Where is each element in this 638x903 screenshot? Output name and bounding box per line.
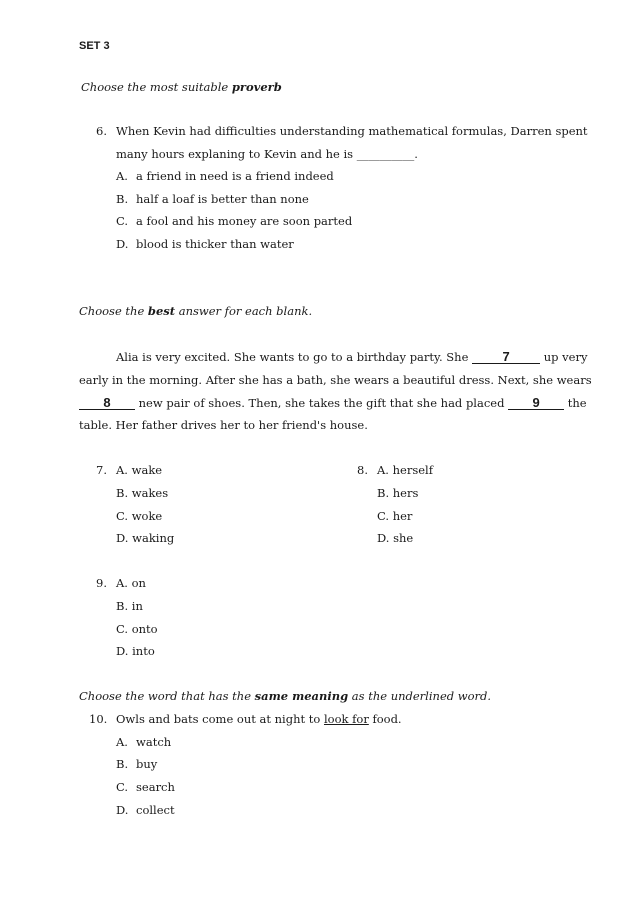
q6-option-a[interactable]: A. a friend in need is a friend indeed [116, 169, 334, 183]
q6-stem-line1: When Kevin had difficulties understanding mathematical formulas, Darren spent [116, 124, 588, 138]
q8-option-a[interactable]: A. herself [377, 463, 433, 477]
underlined-word: look for [323, 712, 369, 726]
q10-option-d[interactable]: D. collect [116, 803, 175, 817]
q7-option-d[interactable]: D. waking [116, 531, 175, 545]
passage-line3: 8 new pair of shoes. Then, she takes the gift that she had placed 9 the [79, 396, 587, 410]
q8-number: 8. [357, 463, 368, 477]
blank-8: 8 [79, 397, 135, 410]
q7-option-a[interactable]: A. wake [116, 463, 163, 477]
q9-option-a[interactable]: A. on [116, 576, 146, 590]
section1-instruction: Choose the most suitable proverb [81, 80, 282, 94]
q10-option-b[interactable]: B. buy [116, 757, 158, 771]
q9-number: 9. [96, 576, 107, 590]
q7-number: 7. [96, 463, 107, 477]
q7-option-c[interactable]: C. woke [116, 509, 163, 523]
passage-line1: Alia is very excited. She wants to go to a birthday party. She 7 up very [116, 349, 588, 364]
keyword-best: best [147, 304, 176, 318]
set-title: SET 3 [79, 40, 110, 52]
q6-stem-line2: many hours explaning to Kevin and he is __________. [116, 147, 418, 161]
q6-option-b[interactable]: B. half a loaf is better than none [116, 192, 309, 206]
q10-number: 10. [89, 712, 108, 726]
q8-option-d[interactable]: D. she [377, 531, 414, 545]
q6-blank: __________ [356, 147, 415, 161]
q9-option-b[interactable]: B. in [116, 599, 143, 613]
q6-option-d[interactable]: D. blood is thicker than water [116, 237, 294, 251]
q8-option-c[interactable]: C. her [377, 509, 413, 523]
section2-instruction: Choose the best answer for each blank. [79, 304, 313, 318]
q10-stem: Owls and bats come out at night to look for food. [116, 712, 402, 726]
blank-9: 9 [508, 397, 564, 410]
q7-option-b[interactable]: B. wakes [116, 486, 169, 500]
passage-line4: table. Her father drives her to her friend's house. [79, 418, 368, 432]
q9-option-d[interactable]: D. into [116, 644, 155, 658]
q9-option-c[interactable]: C. onto [116, 622, 158, 636]
q6-option-c[interactable]: C. a fool and his money are soon parted [116, 214, 353, 228]
passage-line2: early in the morning. After she has a bath, she wears a beautiful dress. Next, she wears [79, 373, 592, 387]
blank-7: 7 [472, 351, 540, 364]
q8-option-b[interactable]: B. hers [377, 486, 419, 500]
section3-instruction: Choose the word that has the same meaning as the underlined word. [79, 689, 492, 703]
keyword-proverb: proverb [231, 80, 282, 94]
keyword-same-meaning: same meaning [254, 689, 349, 703]
q10-option-c[interactable]: C. search [116, 780, 175, 794]
q10-option-a[interactable]: A. watch [116, 735, 172, 749]
q6-number: 6. [96, 124, 107, 138]
